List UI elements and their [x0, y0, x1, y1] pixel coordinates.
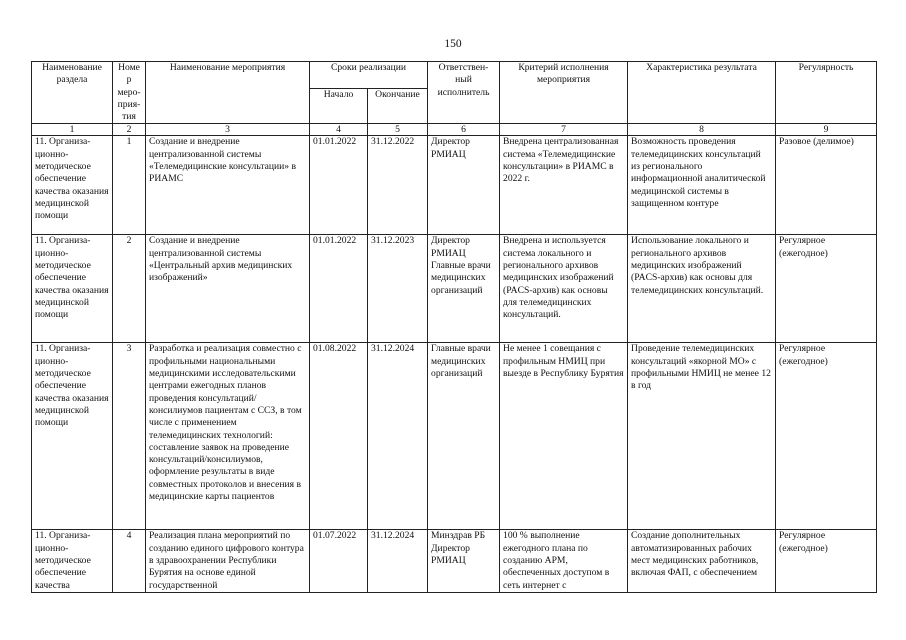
cell-start: 01.08.2022 — [310, 343, 368, 530]
cell-responsible: Главные врачи медицинских организаций — [428, 343, 500, 530]
cell-section: 11. Организа-ционно-методическое обеспечение качества — [32, 530, 113, 592]
header-regularity: Регулярность — [776, 62, 877, 124]
column-number: 7 — [500, 124, 628, 136]
cell-section: 11. Организа-ционно-методическое обеспечение качества оказания медицинской помощи — [32, 235, 113, 343]
cell-event: Создание и внедрение централизованной системы «Телемедицинские консультации» в РИАМС — [146, 136, 310, 235]
column-number: 4 — [310, 124, 368, 136]
column-number: 2 — [113, 124, 146, 136]
table-row — [32, 235, 877, 343]
header-number: Номер меро-прия-тия — [113, 62, 146, 124]
cell-event: Реализация плана мероприятий по созданию единого цифрового контура в здравоохранении Республики Бурятия на основе единой государственной — [146, 530, 310, 592]
header-start: Начало — [310, 89, 368, 124]
cell-event: Разработка и реализация совместно с профильными национальными медицинскими исследовательскими центрами ежегодных планов проведения консультаций/консилиумов пациентам с ССЗ, в том числе с применением телемедицинских технологий: составление заявок на проведение консультаций/консилиумов, оформление результаты в виде совместных протоколов и внесения в медицинские карты пациентов — [146, 343, 310, 530]
cell-end: 31.12.2022 — [368, 136, 428, 235]
events-table — [31, 61, 877, 593]
cell-section: 11. Организа-ционно-методическое обеспечение качества оказания медицинской помощи — [32, 136, 113, 235]
column-number: 5 — [368, 124, 428, 136]
column-number: 9 — [776, 124, 877, 136]
cell-responsible: Директор РМИАЦ Главные врачи медицинских организаций — [428, 235, 500, 343]
cell-start: 01.07.2022 — [310, 530, 368, 592]
cell-number: 1 — [113, 136, 146, 235]
cell-criterion: 100 % выполнение ежегодного плана по созданию АРМ, обеспеченных доступом в сеть интернет с — [500, 530, 628, 592]
cell-responsible: Минздрав РБ Директор РМИАЦ — [428, 530, 500, 592]
cell-criterion: Внедрена централизованная система «Телемедицинские консультации» в РИАМС в 2022 г. — [500, 136, 628, 235]
cell-result: Возможность проведения телемедицинских консультаций из регионального информационной аналитической медицинской системы в защищенном контуре — [628, 136, 776, 235]
cell-regularity: Регулярное (ежегодное) — [776, 235, 877, 343]
cell-start: 01.01.2022 — [310, 235, 368, 343]
header-criterion: Критерий исполнения мероприятия — [500, 62, 628, 124]
column-number: 3 — [146, 124, 310, 136]
table-row — [32, 136, 877, 235]
cell-criterion: Не менее 1 совещания с профильным НМИЦ при выезде в Республику Бурятия — [500, 343, 628, 530]
cell-responsible: Директор РМИАЦ — [428, 136, 500, 235]
header-responsible: Ответствен-ный исполнитель — [428, 62, 500, 124]
cell-end: 31.12.2024 — [368, 343, 428, 530]
header-row — [32, 62, 877, 89]
header-end: Окончание — [368, 89, 428, 124]
cell-result: Проведение телемедицинских консультаций «якорной МО» с профильными НМИЦ не менее 12 в год — [628, 343, 776, 530]
cell-number: 4 — [113, 530, 146, 592]
header-event: Наименование мероприятия — [146, 62, 310, 124]
cell-number: 2 — [113, 235, 146, 343]
cell-result: Создание дополнительных автоматизированных рабочих мест медицинских работников, включая ФАП, с обеспечением — [628, 530, 776, 592]
table-row — [32, 343, 877, 530]
cell-event: Создание и внедрение централизованной системы «Центральный архив медицинских изображений» — [146, 235, 310, 343]
cell-number: 3 — [113, 343, 146, 530]
table-row — [32, 530, 877, 592]
header-section: Наименование раздела — [32, 62, 113, 124]
cell-regularity: Регулярное (ежегодное) — [776, 530, 877, 592]
cell-result: Использование локального и регионального архивов медицинских изображений (PACS-архив) как основы для телемедицинских консультаций. — [628, 235, 776, 343]
column-number: 8 — [628, 124, 776, 136]
column-number: 6 — [428, 124, 500, 136]
column-number-row — [32, 124, 877, 136]
header-result: Характеристика результата — [628, 62, 776, 124]
cell-regularity: Регулярное (ежегодное) — [776, 343, 877, 530]
column-number: 1 — [32, 124, 113, 136]
cell-criterion: Внедрена и используется система локального и регионального архивов медицинских изображений (PACS-архив) как основы для телемедицинских консультаций. — [500, 235, 628, 343]
page-number: 150 — [444, 38, 462, 50]
cell-end: 31.12.2023 — [368, 235, 428, 343]
cell-section: 11. Организа-ционно-методическое обеспечение качества оказания медицинской помощи — [32, 343, 113, 530]
cell-end: 31.12.2024 — [368, 530, 428, 592]
cell-regularity: Разовое (делимое) — [776, 136, 877, 235]
header-period: Сроки реализации — [310, 62, 428, 89]
cell-start: 01.01.2022 — [310, 136, 368, 235]
